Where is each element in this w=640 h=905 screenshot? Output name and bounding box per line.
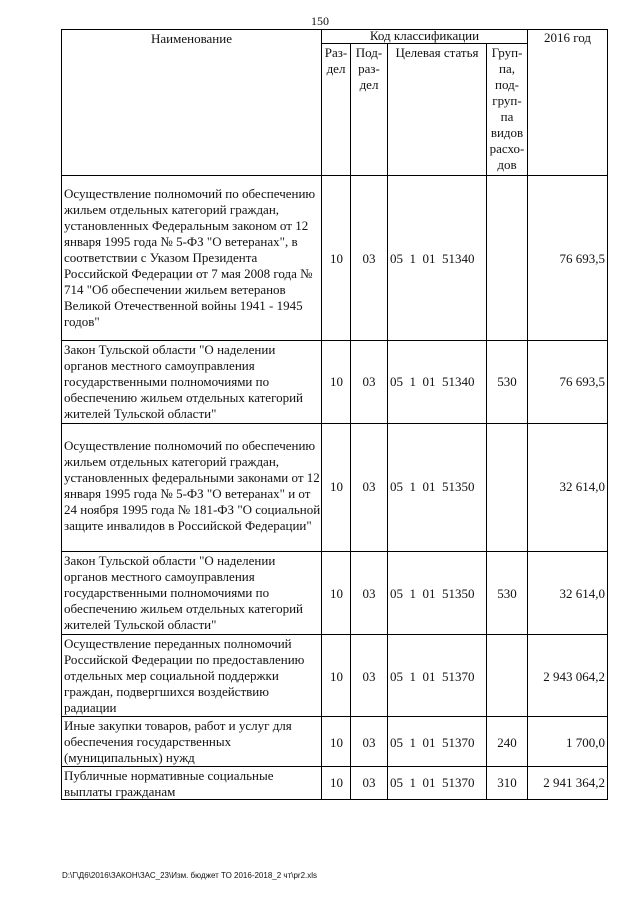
row-sum: 32 614,0 [559, 586, 605, 601]
table-border [607, 29, 608, 800]
row-sum: 76 693,5 [559, 374, 605, 389]
row-razdel: 10 [330, 479, 343, 494]
table-border [61, 766, 608, 767]
row-podrazdel: 03 [362, 251, 376, 266]
row-name: Осуществление переданных полномочий Российской Федерации по предоставлению отдельных мер социальной поддержки граждан, подвергшихся воздействию радиации [64, 636, 305, 715]
header-code: Код классификации [369, 28, 480, 43]
row-celevaya: 05 1 01 51340 [390, 374, 475, 389]
row-name: Осуществление полномочий по обеспечению жильем отдельных категорий граждан, установленных Федеральным законом от 12 января 1995 года № 5-ФЗ "О ветеранах", в соответствии с Указом Президента Российской Федерации от 7 мая 2008 года № 714 "Об обеспечении жильем ветеранов Великой Отечественной войны 1941 - 1945 годов" [64, 186, 316, 329]
table-border [61, 634, 608, 635]
header-razdel: Раз- дел [324, 45, 348, 76]
table-border [61, 716, 608, 717]
row-sum: 76 693,5 [559, 251, 605, 266]
row-sum: 1 700,0 [566, 735, 605, 750]
table-border [387, 43, 388, 800]
row-name: Закон Тульской области "О наделении органов местного самоуправления государственными полномочиями по обеспечению жильем отдельных категорий жителей Тульской области" [64, 342, 304, 421]
row-celevaya: 05 1 01 51340 [390, 251, 475, 266]
header-name: Наименование [151, 31, 232, 46]
row-gruppa: 530 [497, 374, 517, 389]
header-celevaya: Целевая статья [395, 45, 479, 60]
file-path-footer: D:\Г\Д6\2016\ЗАКОН\ЗАС_23\Изм. бюджет ТО 2016-2018_2 чт\pr2.xls [62, 871, 318, 880]
row-celevaya: 05 1 01 51370 [390, 735, 475, 750]
row-podrazdel: 03 [362, 735, 376, 750]
table-border [61, 340, 608, 341]
page-number: 150 [311, 14, 329, 28]
row-name: Иные закупки товаров, работ и услуг для обеспечения государственных (муниципальных) нужд [64, 718, 292, 765]
row-gruppa: 240 [497, 735, 517, 750]
row-razdel: 10 [330, 669, 343, 684]
header-year: 2016 год [544, 30, 591, 45]
row-name: Закон Тульской области "О наделении органов местного самоуправления государственными полномочиями по обеспечению жильем отдельных категорий жителей Тульской области" [64, 553, 304, 632]
row-razdel: 10 [330, 775, 343, 790]
table-border [61, 175, 608, 176]
row-gruppa: 530 [497, 586, 517, 601]
table-border [350, 43, 351, 800]
header-podrazdel: Под- раз- дел [355, 45, 383, 92]
table-border [527, 29, 528, 800]
row-celevaya: 05 1 01 51370 [390, 775, 475, 790]
row-celevaya: 05 1 01 51370 [390, 669, 475, 684]
row-name: Публичные нормативные социальные выплаты гражданам [64, 768, 274, 799]
header-gruppa: Груп- па, под- груп- па видов расхо- дов [489, 45, 525, 172]
row-razdel: 10 [330, 374, 343, 389]
table-border [61, 423, 608, 424]
row-podrazdel: 03 [362, 586, 376, 601]
row-razdel: 10 [330, 251, 343, 266]
row-podrazdel: 03 [362, 669, 376, 684]
row-razdel: 10 [330, 735, 343, 750]
row-celevaya: 05 1 01 51350 [390, 586, 475, 601]
row-celevaya: 05 1 01 51350 [390, 479, 475, 494]
row-sum: 2 943 064,2 [543, 669, 605, 684]
row-podrazdel: 03 [362, 775, 376, 790]
row-name: Осуществление полномочий по обеспечению жильем отдельных категорий граждан, установленных федеральными законами от 12 января 1995 года № 5-ФЗ "О ветеранах" и от 24 ноября 1995 года № 181-ФЗ "О социальной защите инвалидов в Российской Федерации" [64, 438, 321, 533]
table-border [61, 29, 62, 800]
row-sum: 32 614,0 [559, 479, 605, 494]
row-gruppa: 310 [497, 775, 517, 790]
table-border [61, 551, 608, 552]
row-razdel: 10 [330, 586, 343, 601]
row-sum: 2 941 364,2 [543, 775, 605, 790]
row-podrazdel: 03 [362, 374, 376, 389]
row-podrazdel: 03 [362, 479, 376, 494]
